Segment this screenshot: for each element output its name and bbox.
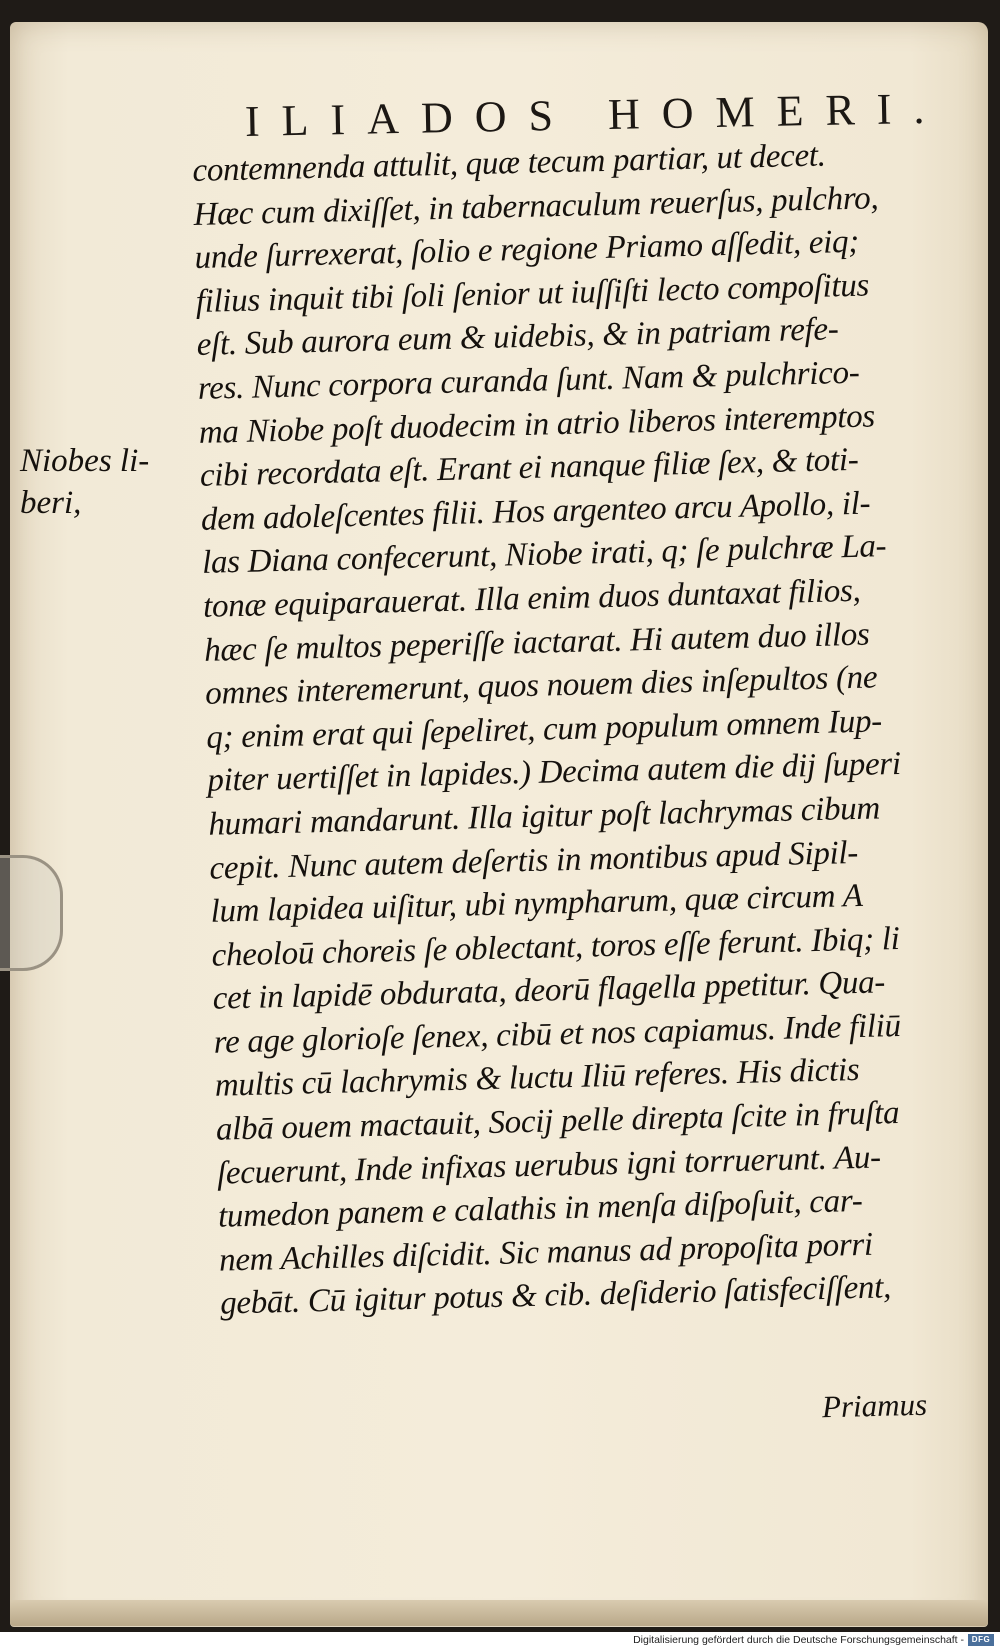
text-line: contemnenda attulit, quæ tecum partiar, ut decet. [192, 137, 827, 189]
marginal-note-line: beri, [20, 485, 82, 521]
text-line: omnes interemerunt, quos nouem dies inſepultos (ne [204, 659, 878, 712]
text-line: eſt. Sub aurora eum & uidebis, & in patriam refe- [196, 311, 839, 364]
text-line: cheoloū choreis ſe oblectant, toros eſſe ferunt. Ibiq; li [211, 920, 900, 974]
text-line: tumedon panem e calathis in menſa diſpoſuit, car- [217, 1183, 863, 1235]
text-line: cepit. Nunc autem deſertis in montibus apud Sipil- [209, 834, 859, 887]
dfg-logo-icon: DFG [968, 1634, 994, 1646]
text-line: piter uertiſſet in lapides.) Decima autem die dij ſuperi [206, 746, 902, 800]
text-line: nem Achilles diſcidit. Sic manus ad propoſita porri [218, 1226, 874, 1279]
text-line: dem adoleſcentes filii. Hos argenteo arcu Apollo, il- [200, 485, 871, 538]
text-line: ſecuerunt, Inde infixas uerubus igni torruerunt. Au- [216, 1139, 882, 1192]
text-line: gebāt. Cū igitur potus & cib. deſiderio ſatisfeciſſent, [219, 1269, 892, 1323]
text-line: q; enim erat qui ſepeliret, cum populum omnem Iup- [205, 703, 883, 756]
text-line: res. Nunc corpora curanda ſunt. Nam & pulchrico- [197, 354, 860, 407]
text-line: ma Niobe poſt duodecim in atrio liberos interemptos [198, 397, 876, 451]
text-line: hæc ſe multos peperiſſe iactarat. Hi autem duo illos [203, 616, 870, 669]
page-clip [0, 855, 63, 971]
text-line: filius inquit tibi ſoli ſenior ut iuſſiſti lecto compoſitus [195, 267, 870, 320]
text-line: tonæ equiparauerat. Illa enim duos duntaxat filios, [202, 572, 861, 625]
text-line: multis cū lachrymis & luctu Iliū referes. His dictis [214, 1052, 860, 1105]
text-line: albā ouem mactauit, Socij pelle direpta ſcite in fruſta [215, 1095, 900, 1148]
catchword: Priamus [821, 1386, 928, 1425]
digitization-credit: Digitalisierung gefördert durch die Deutsche Forschungsgemeinschaft - [633, 1634, 964, 1646]
text-line: cibi recordata eſt. Erant ei nanque filiæ ſex, & toti- [199, 441, 859, 495]
page-bottom-edge [10, 1600, 988, 1626]
text-line: re age glorioſe ſenex, cibū et nos capiamus. Inde filiū [213, 1007, 902, 1061]
text-line: unde ſurrexerat, ſolio e regione Priamo aſſedit, eiq; [194, 223, 860, 277]
text-line: cet in lapidē obdurata, deorū flagella ppetitur. Qua- [212, 964, 886, 1018]
text-line: las Diana confecerunt, Niobe irati, q; ſe pulchræ La- [201, 528, 887, 582]
text-line: humari mandarunt. Illa igitur poſt lachrymas cibum [208, 790, 881, 843]
text-line: Hæc cum dixiſſet, in tabernaculum reuerſus, pulchro, [193, 179, 879, 233]
running-head: ILIADOS HOMERI. [244, 83, 947, 146]
text-line: lum lapidea uiſitur, ubi nympharum, quæ circum A [210, 877, 863, 930]
marginal-note-line: Niobes li- [20, 443, 150, 479]
marginal-note [20, 440, 180, 524]
body-text [192, 131, 981, 1326]
